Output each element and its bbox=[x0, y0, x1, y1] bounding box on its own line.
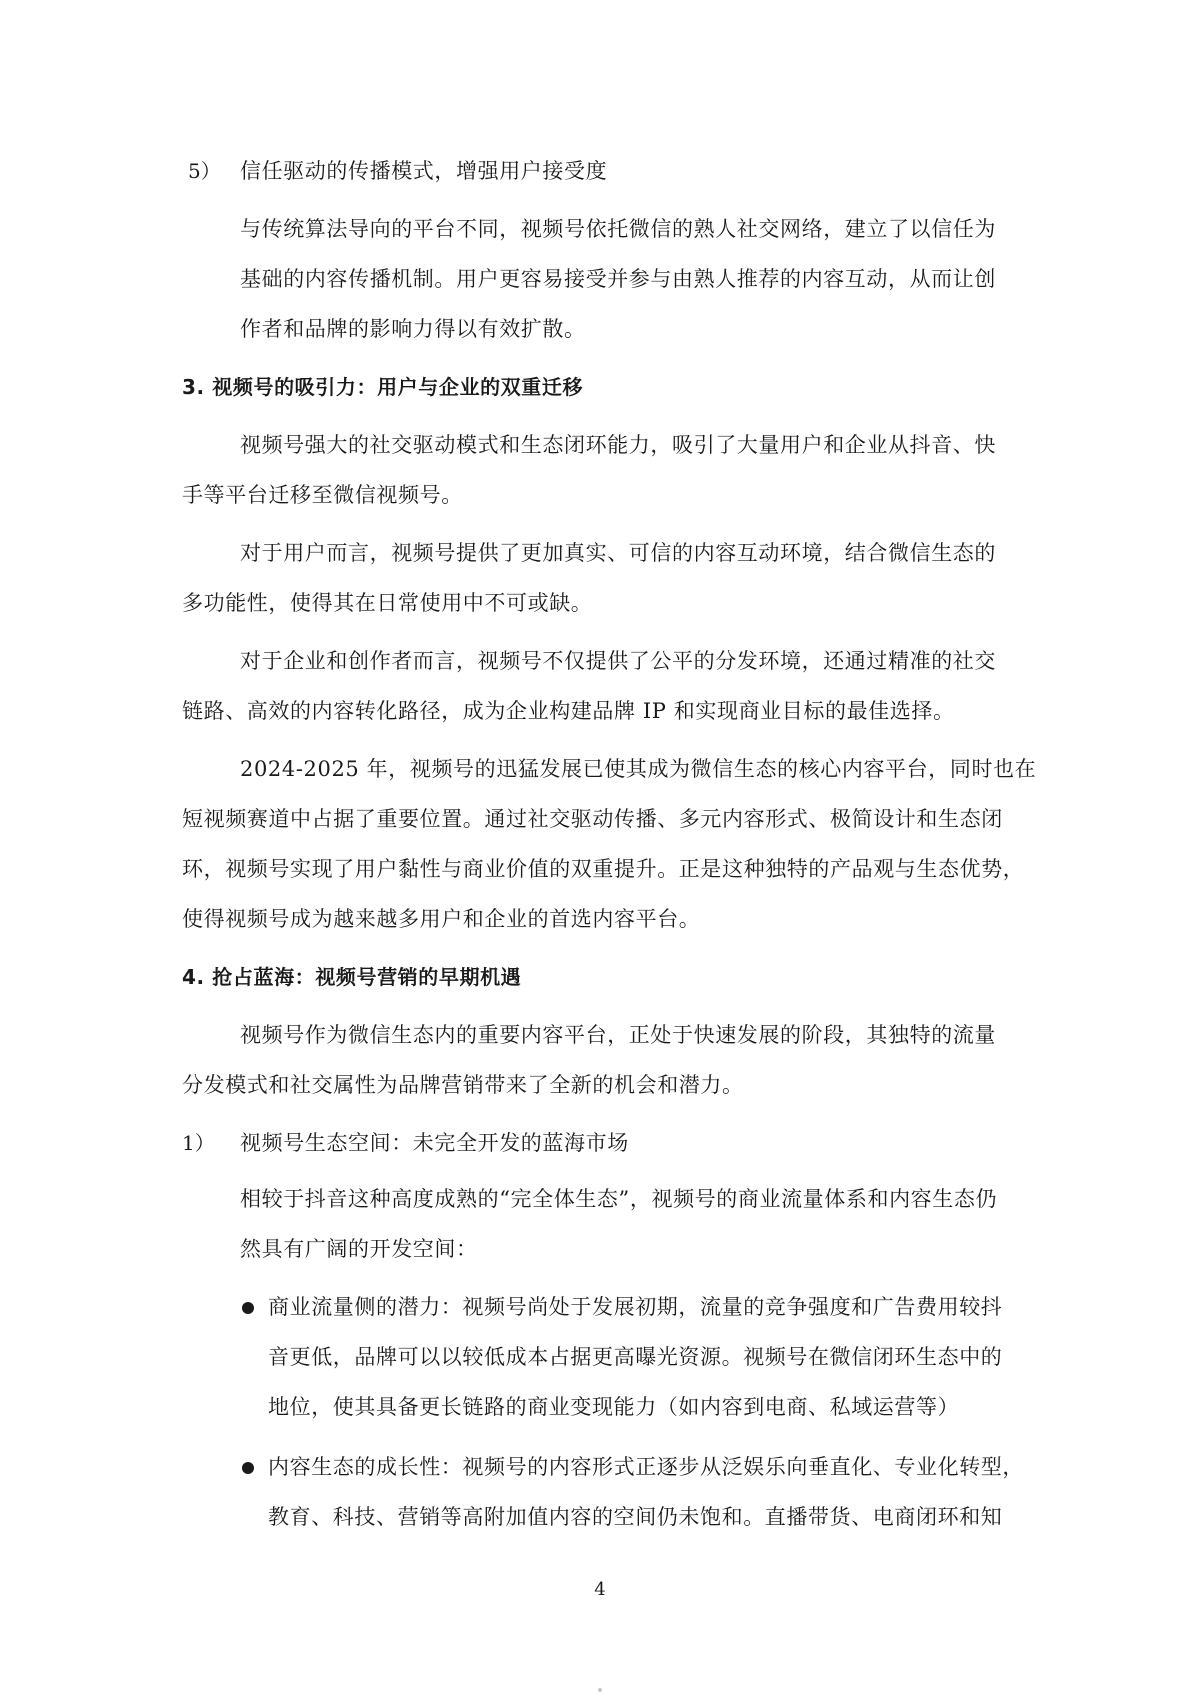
paragraph-line: 视频号作为微信生态内的重要内容平台，正处于快速发展的阶段，其独特的流量 bbox=[240, 1023, 996, 1047]
paragraph-line: 多功能性，使得其在日常使用中不可或缺。 bbox=[182, 591, 593, 615]
bullet-line: 教育、科技、营销等高附加值内容的空间仍未饱和。直播带货、电商闭环和知 bbox=[268, 1505, 1003, 1529]
paragraph-line: 手等平台迁移至微信视频号。 bbox=[182, 483, 463, 507]
item-number: 5） bbox=[188, 159, 221, 183]
paragraph-line: 分发模式和社交属性为品牌营销带来了全新的机会和潜力。 bbox=[182, 1073, 744, 1097]
item-title: 视频号生态空间：未完全开发的蓝海市场 bbox=[240, 1131, 629, 1155]
paragraph-line: 然具有广阔的开发空间： bbox=[240, 1237, 478, 1261]
item-number: 1） bbox=[182, 1131, 215, 1155]
paragraph-line: 相较于抖音这种高度成熟的“完全体生态”，视频号的商业流量体系和内容生态仍 bbox=[240, 1187, 998, 1211]
paragraph-line: 对于企业和创作者而言，视频号不仅提供了公平的分发环境，还通过精准的社交 bbox=[240, 649, 996, 673]
paragraph-line: 视频号强大的社交驱动模式和生态闭环能力，吸引了大量用户和企业从抖音、快 bbox=[240, 433, 996, 457]
bullet-line: 音更低，品牌可以以较低成本占据更高曝光资源。视频号在微信闭环生态中的 bbox=[268, 1345, 1003, 1369]
bullet-line: 内容生态的成长性：视频号的内容形式正逐步从泛娱乐向垂直化、专业化转型， bbox=[268, 1455, 1024, 1479]
paragraph-line: 基础的内容传播机制。用户更容易接受并参与由熟人推荐的内容互动，从而让创 bbox=[240, 267, 996, 291]
paragraph-line: 2024-2025 年，视频号的迅猛发展已使其成为微信生态的核心内容平台，同时也在 bbox=[240, 757, 1037, 781]
scroll-indicator-dot bbox=[598, 1688, 602, 1692]
paragraph-line: 作者和品牌的影响力得以有效扩散。 bbox=[240, 317, 586, 341]
paragraph-line: 环，视频号实现了用户黏性与商业价值的双重提升。正是这种独特的产品观与生态优势， bbox=[182, 857, 1025, 881]
paragraph-line: 与传统算法导向的平台不同，视频号依托微信的熟人社交网络，建立了以信任为 bbox=[240, 217, 996, 241]
section-heading: 4. 抢占蓝海：视频号营销的早期机遇 bbox=[182, 965, 522, 989]
bullet-line: 商业流量侧的潜力：视频号尚处于发展初期，流量的竞争强度和广告费用较抖 bbox=[268, 1295, 1003, 1319]
paragraph-line: 短视频赛道中占据了重要位置。通过社交驱动传播、多元内容形式、极简设计和生态闭 bbox=[182, 807, 1003, 831]
paragraph-line: 链路、高效的内容转化路径，成为企业构建品牌 IP 和实现商业目标的最佳选择。 bbox=[182, 699, 955, 723]
item-title: 信任驱动的传播模式，增强用户接受度 bbox=[240, 159, 608, 183]
bullet-dot-icon bbox=[242, 1302, 254, 1314]
paragraph-line: 使得视频号成为越来越多用户和企业的首选内容平台。 bbox=[182, 907, 701, 931]
paragraph-line: 对于用户而言，视频号提供了更加真实、可信的内容互动环境，结合微信生态的 bbox=[240, 541, 996, 565]
bullet-line: 地位，使其具备更长链路的商业变现能力（如内容到电商、私域运营等） bbox=[268, 1395, 960, 1419]
page-number: 4 bbox=[594, 1579, 606, 1600]
bullet-dot-icon bbox=[242, 1462, 254, 1474]
section-heading: 3. 视频号的吸引力：用户与企业的双重迁移 bbox=[182, 375, 584, 399]
